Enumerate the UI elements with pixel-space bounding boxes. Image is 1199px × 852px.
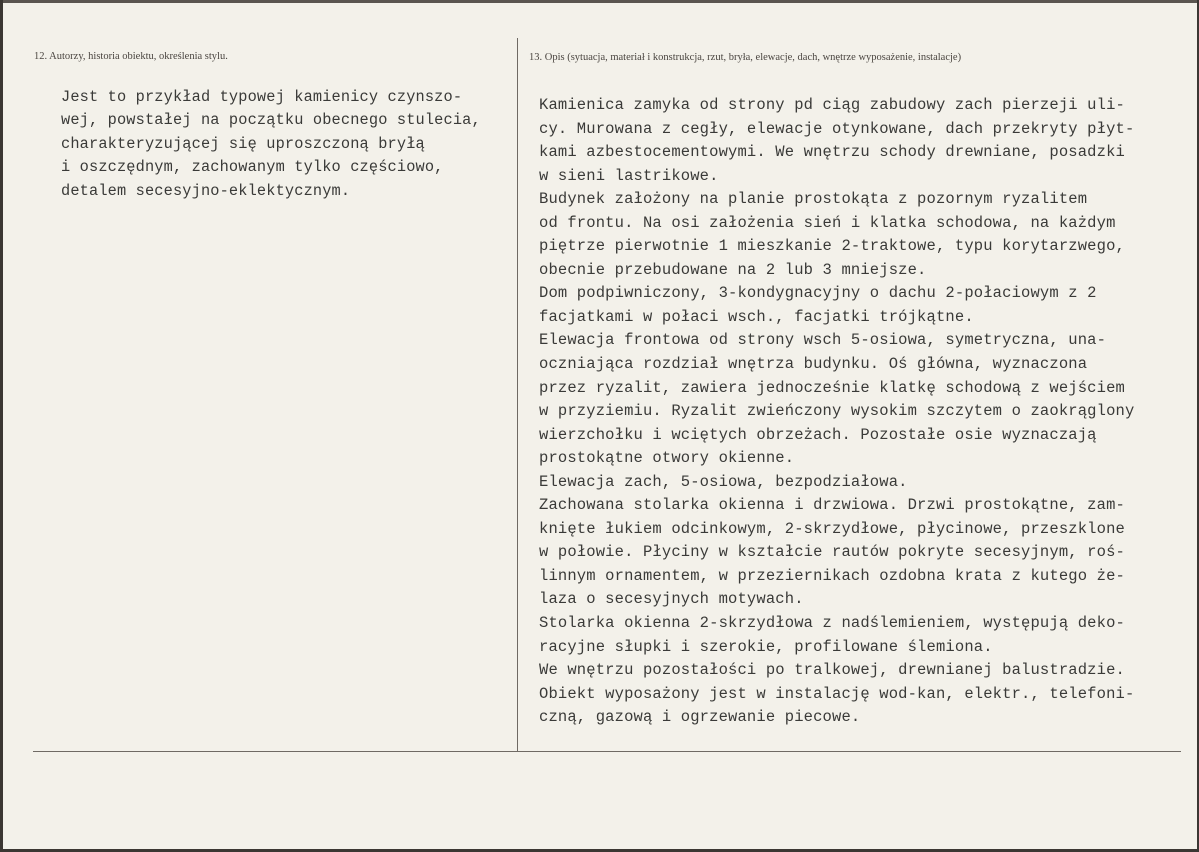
text-line: w połowie. Płyciny w kształcie rautów pokryte secesyjnym, roś- [539,543,1125,562]
text-line: w przyziemiu. Ryzalit zwieńczony wysokim szczytem o zaokrąglony [539,402,1135,421]
text-line: prostokątne otwory okienne. [539,449,795,468]
text-line: przez ryzalit, zawiera jednocześnie klatkę schodową z wejściem [539,378,1125,397]
row-divider [33,751,1181,752]
text-line: obecnie przebudowane na 2 lub 3 mniejsze. [539,260,927,279]
text-line: w sieni lastrikowe. [539,166,719,185]
field-12-label: 12. Autorzy, historia obiektu, określenia stylu. [34,51,228,62]
text-line: We wnętrzu pozostałości po tralkowej, drewnianej balustradzie. [539,661,1125,680]
text-line: facjatkami w połaci wsch., facjatki trójkątne. [539,307,974,326]
text-line: knięte łukiem odcinkowym, 2-skrzydłowe, płycinowe, przeszklone [539,519,1125,538]
text-line: czną, gazową i ogrzewanie piecowe. [539,708,861,727]
text-line: Obiekt wyposażony jest w instalację wod-kan, elektr., telefoni- [539,684,1135,703]
text-line: charakteryzującej się uproszczoną bryłą [61,134,425,153]
text-line: Dom podpiwniczony, 3-kondygnacyjny o dachu 2-połaciowym z 2 [539,284,1097,303]
sheet-top-edge [0,0,1199,3]
text-line: cy. Murowana z cegły, elewacje otynkowane, dach przekryty płyt- [539,119,1135,138]
text-line: i oszczędnym, zachowanym tylko częściowo, [61,158,444,177]
text-line: oczniająca rozdział wnętrza budynku. Oś główna, wyznaczona [539,355,1088,374]
text-line: od frontu. Na osi założenia sień i klatka schodowa, na każdym [539,213,1116,232]
field-13-text [539,94,1134,730]
text-line: wej, powstałej na początku obecnego stulecia, [61,111,481,130]
text-line: linnym ornamentem, w przeziernikach ozdobna krata z kutego że- [539,566,1125,585]
text-line: piętrze pierwotnie 1 mieszkanie 2-traktowe, typu korytarzwego, [539,237,1125,256]
text-line: Budynek założony na planie prostokąta z pozornym ryzalitem [539,190,1088,209]
column-divider [517,38,518,752]
text-line: Zachowana stolarka okienna i drzwiowa. Drzwi prostokątne, zam- [539,496,1125,515]
text-line: racyjne słupki i szerokie, profilowane ślemiona. [539,637,993,656]
text-line: detalem secesyjno-eklektycznym. [61,181,351,200]
text-line: Stolarka okienna 2-skrzydłowa z nadślemieniem, występują deko- [539,614,1125,633]
text-line: kami azbestocementowymi. We wnętrzu schody drewniane, posadzki [539,143,1125,162]
text-line: Elewacja zach, 5-osiowa, bezpodziałowa. [539,472,908,491]
sheet-left-edge [0,0,3,852]
text-line: wierzchołku i wciętych obrzeżach. Pozostałe osie wyznaczają [539,425,1097,444]
field-12-text [61,86,481,203]
text-line: laza o secesyjnych motywach. [539,590,804,609]
text-line: Jest to przykład typowej kamienicy czynszo- [61,88,463,106]
text-line: Kamienica zamyka od strony pd ciąg zabudowy zach pierzeji uli- [539,96,1125,114]
field-13-label: 13. Opis (sytuacja, materiał i konstrukcja, rzut, bryła, elewacje, dach, wnętrze wyposażenie, instalacje) [529,52,962,63]
text-line: Elewacja frontowa od strony wsch 5-osiowa, symetryczna, una- [539,331,1107,350]
